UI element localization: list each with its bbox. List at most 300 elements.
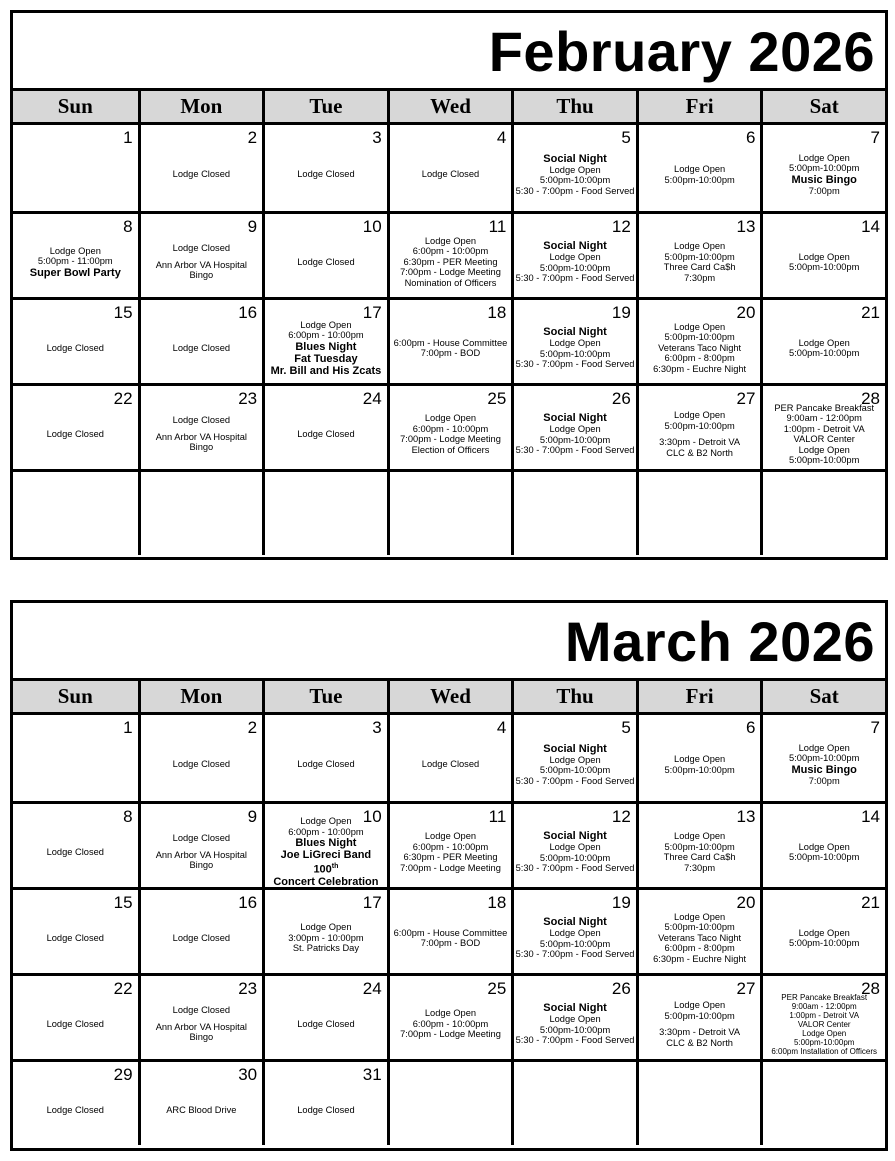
event-line: 5:00pm-10:00pm	[789, 348, 860, 358]
day-cell	[511, 469, 636, 555]
weekday-tue: Tue	[262, 91, 387, 122]
day-cell	[262, 973, 387, 1059]
day-events	[265, 138, 387, 211]
event-line: 9:00am - 12:00pm	[786, 413, 862, 423]
event-line: Social Night	[543, 240, 607, 253]
weekday-mon: Mon	[138, 681, 263, 712]
day-events	[763, 817, 885, 887]
event-line: Social Night	[543, 412, 607, 425]
event-line: Three Card Ca$h	[663, 852, 736, 862]
day-events	[514, 989, 636, 1059]
day-cell	[636, 383, 761, 469]
day-events	[390, 728, 512, 801]
day-number: 4	[496, 128, 507, 147]
day-number: 25	[487, 979, 507, 998]
event-line: 6:00pm Installation of Officers	[771, 1046, 878, 1056]
day-cell	[262, 887, 387, 973]
day-cell	[760, 801, 885, 887]
event-line: Lodge Open	[798, 251, 850, 262]
day-events	[265, 485, 387, 555]
weekday-wed: Wed	[387, 91, 512, 122]
day-number: 2	[247, 128, 258, 147]
event-line: Lodge Open	[674, 164, 726, 174]
day-cell	[13, 297, 138, 383]
day-cell	[13, 973, 138, 1059]
event-line: Veterans Taco Night	[658, 342, 742, 353]
day-number: 28	[861, 979, 880, 998]
event-line: 5:00pm-10:00pm	[539, 348, 611, 359]
event-line: 5:00pm-10:00pm	[789, 852, 860, 862]
event-line: Lodge Open	[549, 164, 601, 175]
event-line: 6:00pm - 10:00pm	[288, 826, 364, 837]
day-cell	[760, 1059, 885, 1145]
day-events	[514, 313, 636, 383]
day-cell	[387, 887, 512, 973]
event-line: 5:00pm-10:00pm	[664, 1010, 735, 1021]
calendar-march	[10, 600, 888, 1151]
event-line: Lodge Closed	[172, 932, 231, 943]
day-number: 21	[861, 303, 880, 322]
event-line: Lodge Open	[549, 754, 601, 765]
event-line: 3:30pm - Detroit VA	[659, 1027, 741, 1037]
day-number: 1	[123, 718, 133, 737]
day-cell	[636, 887, 761, 973]
event-line: 6:30pm - Euchre Night	[653, 953, 747, 964]
day-cell	[13, 715, 138, 801]
day-cell	[387, 973, 512, 1059]
day-number: 6	[745, 128, 756, 147]
day-cell	[387, 125, 512, 211]
event-line: Lodge Open	[49, 245, 101, 256]
calendar-title-bar	[13, 13, 885, 91]
event-line: 6:30pm - Euchre Night	[653, 363, 747, 374]
day-number: 14	[861, 217, 880, 236]
event-line: Lodge Closed	[46, 1104, 104, 1115]
day-events	[390, 817, 512, 887]
event-line: Lodge Closed	[297, 1104, 355, 1115]
event-line: 5:30 - 7:00pm - Food Served	[515, 1035, 635, 1046]
event-line: Lodge Open	[549, 252, 601, 263]
event-line: ARC Blood Drive	[166, 1104, 237, 1115]
event-line: PER Pancake Breakfast	[774, 402, 875, 413]
day-cell	[387, 801, 512, 887]
event-line: VALOR Center	[797, 1019, 851, 1029]
day-events	[265, 227, 387, 297]
day-events	[13, 138, 138, 211]
weekday-wed: Wed	[387, 681, 512, 712]
day-events	[13, 485, 138, 555]
day-cell	[636, 125, 761, 211]
event-line: Lodge Open	[674, 831, 726, 841]
event-line: Lodge Open	[674, 410, 726, 420]
event-line: 5:30 - 7:00pm - Food Served	[515, 445, 635, 456]
day-events	[141, 817, 263, 887]
day-cell	[262, 297, 387, 383]
event-line: 5:30 - 7:00pm - Food Served	[515, 863, 635, 874]
event-line: Lodge Closed	[172, 833, 231, 844]
day-events	[514, 903, 636, 973]
day-cell	[636, 973, 761, 1059]
day-events	[514, 227, 636, 297]
event-line: St. Patricks Day	[292, 943, 359, 954]
day-cell	[138, 383, 263, 469]
day-number: 15	[113, 893, 133, 912]
weekday-header	[13, 681, 885, 715]
event-line: 5:00pm-10:00pm	[789, 938, 860, 948]
calendar-title: March 2026	[564, 610, 875, 673]
event-line: Ann Arbor VA Hospital	[155, 1021, 247, 1032]
day-cell	[387, 1059, 512, 1145]
event-line: Lodge Closed	[297, 428, 355, 439]
day-cell	[13, 125, 138, 211]
event-line: VALOR Center	[793, 434, 855, 444]
day-cell	[760, 383, 885, 469]
day-events	[141, 1075, 263, 1145]
day-events	[13, 227, 138, 297]
day-cell	[760, 469, 885, 555]
event-line: 5:30 - 7:00pm - Food Served	[515, 273, 635, 284]
event-line: Lodge Open	[798, 927, 850, 938]
day-events	[13, 399, 138, 469]
event-line: Lodge Open	[300, 816, 352, 827]
day-cell	[636, 297, 761, 383]
event-line: 6:30pm - PER Meeting	[403, 852, 498, 862]
event-line: 7:30pm	[684, 272, 716, 283]
event-line: Lodge Open	[798, 444, 850, 455]
day-events	[763, 1075, 885, 1145]
event-line: Social Night	[543, 916, 607, 929]
event-line: PER Pancake Breakfast	[781, 992, 868, 1002]
day-number: 17	[362, 303, 382, 322]
day-number: 20	[736, 303, 756, 322]
event-line: 5:00pm-10:00pm	[664, 922, 735, 933]
day-events	[763, 399, 885, 469]
day-cell	[636, 801, 761, 887]
day-grid	[13, 125, 885, 555]
event-line: Lodge Open	[424, 413, 477, 423]
event-line: Lodge Open	[674, 754, 726, 764]
day-cell	[262, 125, 387, 211]
day-number: 16	[238, 303, 258, 322]
event-line: Social Night	[543, 1002, 607, 1015]
day-events	[639, 989, 761, 1059]
day-events	[265, 728, 387, 801]
event-line: 5:00pm-10:00pm	[539, 262, 611, 273]
day-events	[390, 138, 512, 211]
event-line: Lodge Open	[798, 152, 850, 163]
event-line: 6:00pm - 8:00pm	[664, 353, 735, 364]
day-cell	[13, 801, 138, 887]
day-number: 22	[113, 389, 133, 408]
event-line: 5:00pm-10:00pm	[789, 455, 860, 465]
weekday-fri: Fri	[636, 91, 761, 122]
day-events	[390, 1075, 512, 1145]
event-line: Lodge Open	[424, 1008, 477, 1019]
day-number: 4	[496, 718, 507, 737]
event-line: Concert Celebration	[273, 875, 379, 887]
event-line: Social Night	[543, 830, 607, 843]
day-cell	[138, 125, 263, 211]
day-number: 23	[238, 389, 258, 408]
day-events	[390, 227, 512, 297]
event-line: Ann Arbor VA Hospital	[155, 431, 247, 442]
day-number: 3	[372, 128, 382, 147]
event-line: 6:30pm - PER Meeting	[403, 256, 498, 267]
event-line: Lodge Closed	[46, 342, 104, 353]
event-line: CLC & B2 North	[666, 1037, 733, 1048]
event-line: 5:00pm-10:00pm	[789, 163, 860, 174]
day-number: 14	[861, 807, 880, 826]
day-cell	[138, 211, 263, 297]
day-number: 6	[745, 718, 756, 737]
event-line: Lodge Open	[300, 922, 352, 933]
day-cell	[511, 1059, 636, 1145]
day-cell	[262, 715, 387, 801]
day-cell	[262, 211, 387, 297]
day-events	[763, 903, 885, 973]
day-number: 26	[611, 389, 631, 408]
day-cell	[262, 801, 387, 887]
event-line: 5:00pm-10:00pm	[539, 852, 611, 863]
weekday-sat: Sat	[760, 91, 885, 122]
day-grid	[13, 715, 885, 1145]
day-number: 29	[113, 1065, 133, 1084]
day-events	[141, 227, 263, 297]
day-events	[639, 1075, 761, 1145]
event-line: Music Bingo	[791, 173, 857, 186]
event-line: 5:30 - 7:00pm - Food Served	[515, 949, 635, 960]
day-number: 13	[736, 217, 756, 236]
event-line: 5:00pm-10:00pm	[539, 1024, 611, 1035]
event-line: 3:30pm - Detroit VA	[659, 437, 741, 447]
day-events	[141, 399, 263, 469]
day-cell	[138, 469, 263, 555]
weekday-tue: Tue	[262, 681, 387, 712]
event-line: Lodge Closed	[421, 169, 480, 180]
event-line: 6:00pm - House Committee	[393, 927, 508, 938]
event-line: 1:00pm - Detroit VA	[783, 423, 865, 434]
day-cell	[13, 887, 138, 973]
event-line: Mr. Bill and His Zcats	[270, 364, 382, 377]
day-cell	[511, 125, 636, 211]
event-line: 7:00pm	[808, 775, 840, 786]
day-events	[514, 728, 636, 801]
day-events	[141, 313, 263, 383]
day-number: 27	[736, 389, 756, 408]
event-line: 5:30 - 7:00pm - Food Served	[515, 775, 635, 786]
day-cell	[262, 469, 387, 555]
event-line: Lodge Closed	[172, 243, 231, 254]
event-line: Lodge Closed	[421, 759, 480, 770]
event-line: 5:30 - 7:00pm - Food Served	[515, 185, 635, 196]
weekday-sat: Sat	[760, 681, 885, 712]
day-cell	[138, 887, 263, 973]
event-line: 6:00pm - House Committee	[393, 337, 508, 348]
event-line: Ann Arbor VA Hospital	[155, 849, 247, 860]
event-line: Nomination of Officers	[404, 277, 497, 288]
day-events	[265, 903, 387, 973]
event-line: 5:00pm-10:00pm	[664, 174, 735, 185]
event-line: Lodge Closed	[172, 415, 231, 426]
day-number: 18	[487, 893, 507, 912]
event-line: Lodge Open	[549, 424, 601, 435]
day-cell	[636, 469, 761, 555]
day-events	[13, 817, 138, 887]
event-line: Lodge Open	[549, 928, 601, 939]
day-cell	[262, 383, 387, 469]
day-cell	[511, 211, 636, 297]
day-cell	[387, 469, 512, 555]
calendar-title: February 2026	[488, 20, 875, 83]
day-events	[390, 313, 512, 383]
event-line: Bingo	[189, 270, 214, 281]
day-cell	[511, 715, 636, 801]
day-cell	[760, 297, 885, 383]
event-line: 7:00pm - BOD	[420, 348, 481, 358]
day-cell	[13, 469, 138, 555]
day-events	[265, 1075, 387, 1145]
event-line: 5:00pm-10:00pm	[539, 938, 611, 949]
event-line: 5:00pm-10:00pm	[789, 262, 860, 272]
day-events	[514, 485, 636, 555]
day-events	[141, 728, 263, 801]
day-events	[265, 399, 387, 469]
event-line: Lodge Closed	[172, 342, 231, 353]
event-line: 6:00pm - 10:00pm	[412, 841, 489, 852]
day-cell	[138, 715, 263, 801]
event-line: Lodge Closed	[172, 1005, 231, 1016]
day-number: 16	[238, 893, 258, 912]
day-cell	[13, 211, 138, 297]
day-cell	[511, 383, 636, 469]
day-cell	[13, 383, 138, 469]
event-line: 5:00pm-10:00pm	[539, 175, 611, 186]
event-line: 7:00pm - Lodge Meeting	[400, 267, 501, 278]
day-events	[763, 485, 885, 555]
event-line: Lodge Open	[424, 831, 477, 841]
event-line: CLC & B2 North	[666, 447, 733, 458]
day-events	[141, 138, 263, 211]
event-line: Lodge Open	[674, 911, 726, 922]
day-cell	[636, 715, 761, 801]
event-line: Lodge Open	[798, 841, 850, 852]
day-cell	[262, 1059, 387, 1145]
event-line: 7:00pm - Lodge Meeting	[400, 434, 501, 444]
day-cell	[387, 297, 512, 383]
event-line: Lodge Open	[674, 1000, 726, 1010]
event-line: Lodge Closed	[46, 932, 104, 943]
event-line: 7:00pm	[808, 185, 840, 196]
event-line: 1:00pm - Detroit VA	[789, 1010, 860, 1020]
event-line: 100th	[313, 863, 339, 876]
day-number: 9	[247, 217, 258, 236]
day-number: 24	[362, 979, 382, 998]
event-line: 6:00pm - 10:00pm	[412, 1018, 489, 1029]
day-number: 20	[736, 893, 756, 912]
event-line: 5:00pm-10:00pm	[793, 1037, 855, 1047]
day-events	[13, 1075, 138, 1145]
day-events	[639, 399, 761, 469]
event-line: 5:00pm-10:00pm	[789, 753, 860, 764]
event-line: 6:00pm - 10:00pm	[288, 330, 364, 340]
day-events	[763, 313, 885, 383]
event-line: Veterans Taco Night	[658, 932, 742, 943]
day-events	[639, 227, 761, 297]
day-events	[265, 989, 387, 1059]
event-line: Super Bowl Party	[29, 266, 121, 279]
day-number: 24	[362, 389, 382, 408]
event-line: 6:00pm - 8:00pm	[664, 943, 735, 954]
day-cell	[138, 297, 263, 383]
event-line: Lodge Closed	[297, 759, 355, 770]
day-events	[514, 399, 636, 469]
event-line: Lodge Closed	[297, 1018, 355, 1029]
day-cell	[138, 973, 263, 1059]
event-line: 5:30 - 7:00pm - Food Served	[515, 359, 635, 370]
day-events	[514, 817, 636, 887]
day-cell	[760, 973, 885, 1059]
day-number: 22	[113, 979, 133, 998]
weekday-header	[13, 91, 885, 125]
day-events	[390, 989, 512, 1059]
event-line: Lodge Open	[674, 241, 726, 251]
event-line: 5:00pm-10:00pm	[664, 764, 735, 775]
day-events	[141, 903, 263, 973]
day-number: 8	[123, 807, 133, 826]
event-line: Lodge Open	[549, 842, 601, 853]
day-cell	[138, 801, 263, 887]
day-cell	[760, 125, 885, 211]
event-line: 5:00pm-10:00pm	[664, 420, 735, 431]
day-cell	[138, 1059, 263, 1145]
day-events	[763, 138, 885, 211]
day-number: 30	[238, 1065, 258, 1084]
day-events	[13, 903, 138, 973]
day-events	[639, 485, 761, 555]
event-line: Election of Officers	[411, 444, 490, 455]
day-events	[639, 138, 761, 211]
day-number: 19	[611, 893, 631, 912]
day-number: 23	[238, 979, 258, 998]
event-line: Lodge Open	[549, 1014, 601, 1025]
event-line: 5:00pm-10:00pm	[664, 251, 735, 262]
event-line: Blues Night	[295, 340, 357, 353]
event-line: Lodge Closed	[297, 169, 355, 180]
event-line: 7:00pm - Lodge Meeting	[400, 862, 501, 873]
event-line: 7:30pm	[684, 862, 716, 873]
event-line: 6:00pm - 10:00pm	[412, 423, 489, 434]
day-events	[390, 399, 512, 469]
day-number: 18	[487, 303, 507, 322]
day-number: 11	[488, 217, 507, 236]
day-number: 7	[870, 128, 880, 147]
day-number: 12	[611, 807, 631, 826]
event-line: 7:00pm - Lodge Meeting	[400, 1029, 501, 1040]
day-number: 5	[621, 718, 631, 737]
day-events	[265, 313, 387, 383]
day-events	[141, 989, 263, 1059]
event-line: Lodge Open	[798, 742, 850, 753]
day-number: 7	[870, 718, 880, 737]
event-line: Joe LiGreci Band	[280, 849, 372, 862]
day-cell	[760, 887, 885, 973]
day-number: 26	[611, 979, 631, 998]
event-line: 5:00pm-10:00pm	[539, 434, 611, 445]
day-number: 28	[861, 389, 880, 408]
event-line: Bingo	[189, 442, 214, 453]
day-number: 25	[487, 389, 507, 408]
event-line: Lodge Closed	[172, 169, 231, 180]
